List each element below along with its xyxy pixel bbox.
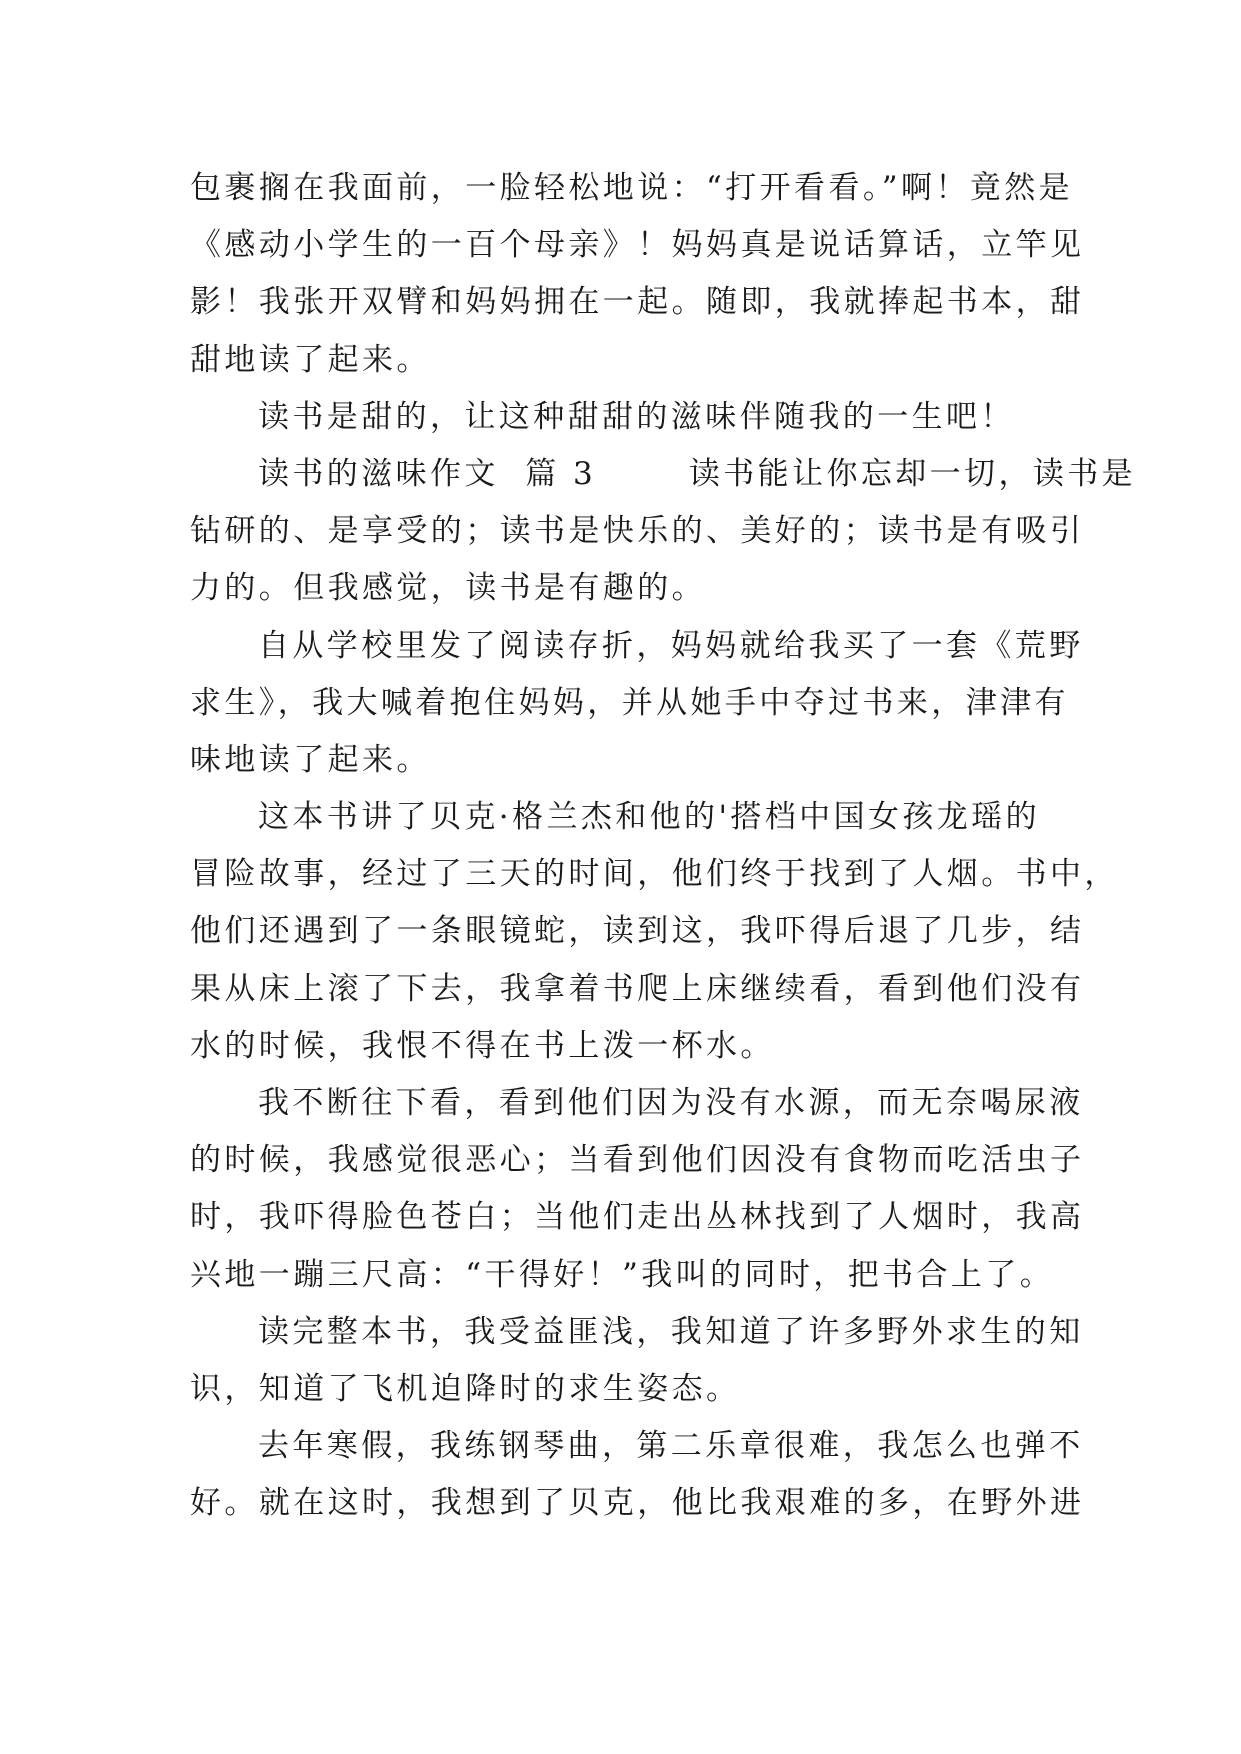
text-line: 甜地读了起来。 — [190, 341, 431, 378]
paragraph-start-line: 读完整本书，我受益匪浅，我知道了许多野外求生的知 — [258, 1313, 1084, 1350]
text-line: 果从床上滚了下去，我拿着书爬上床继续看，看到他们没有 — [190, 970, 1085, 1007]
text-line: 好。就在这时，我想到了贝克，他比我艰难的多，在野外进 — [190, 1485, 1085, 1522]
text-line: 力的。但我感觉，读书是有趣的。 — [190, 570, 706, 607]
text-line: 钻研的、是享受的；读书是快乐的、美好的；读书是有吸引 — [190, 513, 1085, 550]
text-line: 包裹搁在我面前，一脸轻松地说：“打开看看。”啊！竟然是 — [190, 170, 1073, 206]
paragraph-start-line: 读书是甜的，让这种甜甜的滋味伴随我的一生吧！ — [258, 398, 1015, 435]
section-heading-line: 读书的滋味作文 篇 3 读书能让你忘却一切，读书是 — [258, 455, 1137, 492]
paragraph-start-line: 自从学校里发了阅读存折，妈妈就给我买了一套《荒野 — [258, 627, 1084, 664]
text-line: 《感动小学生的一百个母亲》！妈妈真是说话算话，立竿见 — [190, 227, 1085, 264]
essay-text — [190, 160, 1137, 1533]
text-line: 他们还遇到了一条眼镜蛇，读到这，我吓得后退了几步，结 — [190, 913, 1085, 950]
text-line: 求生》，我大喊着抱住妈妈，并从她手中夺过书来，津津有 — [190, 684, 1069, 721]
text-line: 味地读了起来。 — [190, 741, 431, 778]
text-line: 水的时候，我恨不得在书上泼一杯水。 — [190, 1027, 775, 1064]
text-line: 时，我吓得脸色苍白；当他们走出丛林找到了人烟时，我高 — [190, 1199, 1085, 1236]
text-line: 冒险故事，经过了三天的时间，他们终于找到了人烟。书中， — [190, 856, 1119, 893]
paragraph-start-line: 这本书讲了贝克·格兰杰和他的'搭档中国女孩龙瑶的 — [258, 799, 1040, 836]
text-line: 识，知道了飞机迫降时的求生姿态。 — [190, 1370, 741, 1407]
paragraph-start-line: 去年寒假，我练钢琴曲，第二乐章很难，我怎么也弹不 — [258, 1428, 1084, 1465]
text-line: 影！我张开双臂和妈妈拥在一起。随即，我就捧起书本，甜 — [190, 284, 1085, 321]
text-line: 的时候，我感觉很恶心；当看到他们因没有食物而吃活虫子 — [190, 1142, 1085, 1179]
text-line: 兴地一蹦三尺高：“干得好！”我叫的同时，把书合上了。 — [190, 1256, 1055, 1293]
paragraph-start-line: 我不断往下看，看到他们因为没有水源，而无奈喝尿液 — [258, 1085, 1084, 1121]
